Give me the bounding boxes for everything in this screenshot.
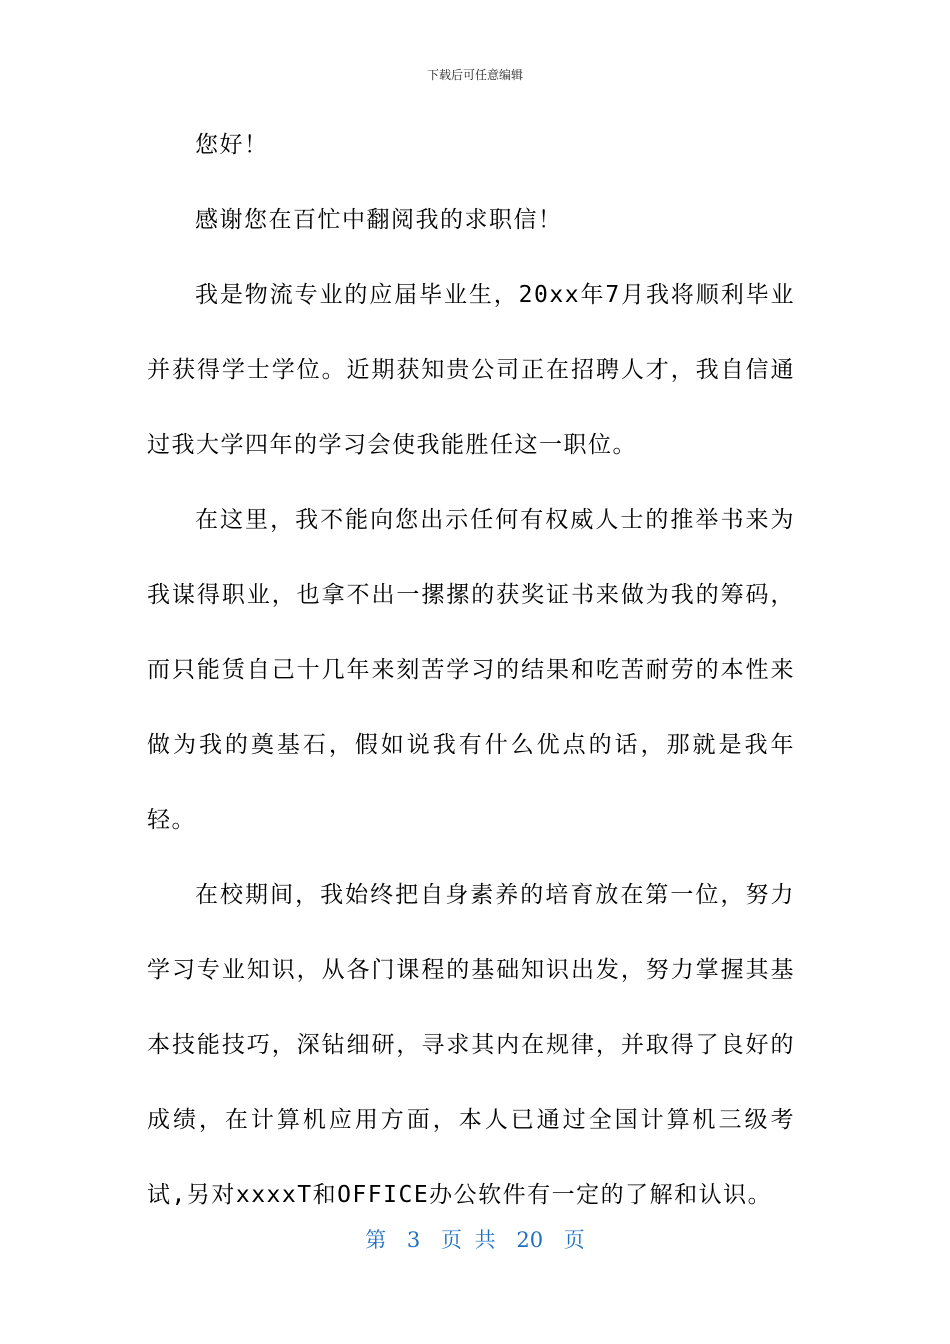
intro-paragraph: 我是物流专业的应届毕业生，20xx年7月我将顺利毕业并获得学士学位。近期获知贵公司正在招聘人才，我自信通过我大学四年的学习会使我能胜任这一职位。 — [147, 282, 795, 458]
study-paragraph: 在校期间，我始终把自身素养的培育放在第一位，努力学习专业知识，从各门课程的基础知识出发，努力掌握其基本技能技巧，深钻细研，寻求其内在规律，并取得了良好的成绩，在计算机应用方面，本人已通过全国计算机三级考试,另对xxxxT和OFFICE办公软件有一定的了解和认识。 — [147, 882, 795, 1208]
page-label-mid: 页 共 — [440, 1228, 496, 1252]
current-page-number: 3 — [406, 1228, 421, 1252]
letter-body — [147, 108, 795, 1233]
total-pages-number: 20 — [516, 1228, 544, 1252]
thanks-paragraph: 感谢您在百忙中翻阅我的求职信！ — [195, 207, 563, 233]
greeting-paragraph: 您好！ — [195, 132, 269, 158]
page-label-prefix: 第 — [365, 1228, 387, 1252]
page-label-suffix: 页 — [563, 1228, 585, 1252]
page-number-footer — [0, 1224, 950, 1254]
header-note: 下载后可任意编辑 — [426, 68, 523, 82]
self-statement-paragraph: 在这里，我不能向您出示任何有权威人士的推举书来为我谋得职业，也拿不出一摞摞的获奖证书来做为我的筹码，而只能赁自己十几年来刻苦学习的结果和吃苦耐劳的本性来做为我的奠基石，假如说我有什么优点的话，那就是我年轻。 — [147, 507, 795, 833]
